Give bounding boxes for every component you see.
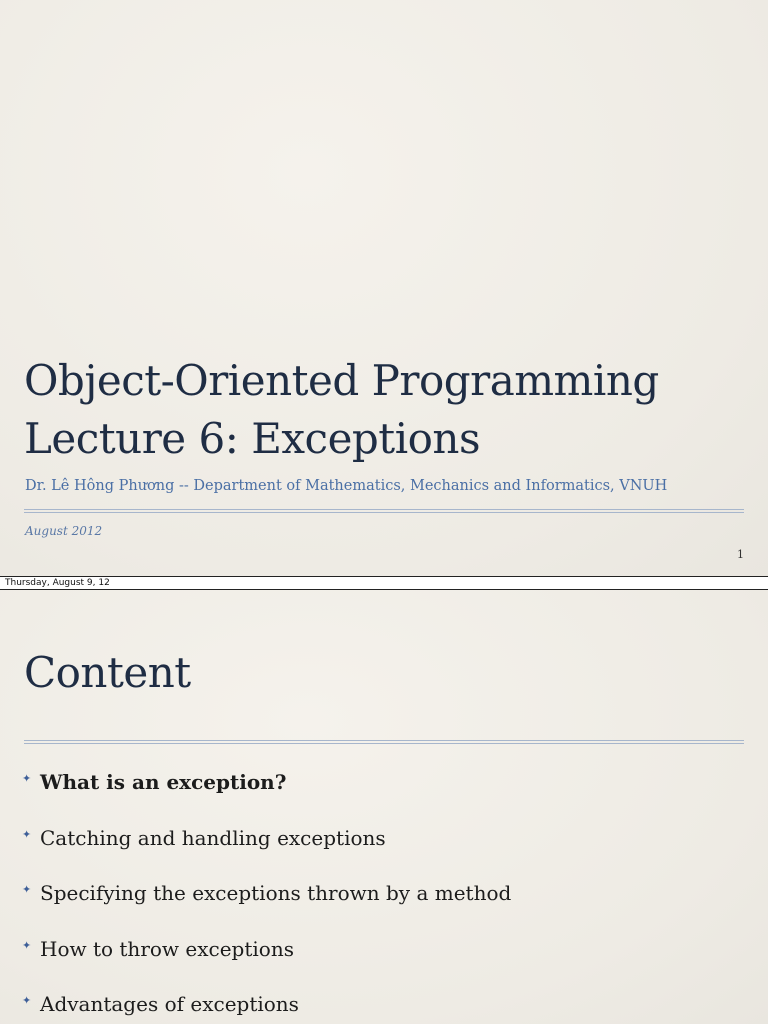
star-bullet-icon: ✦ — [22, 994, 32, 1007]
slide-title: Content — [24, 648, 191, 697]
page-footer — [0, 576, 768, 590]
footer-date: Thursday, August 9, 12 — [5, 578, 110, 588]
bullet-label: What is an exception? — [40, 770, 287, 794]
divider-rule — [24, 509, 744, 513]
bullet-label: Catching and handling exceptions — [40, 825, 386, 850]
slide-2 — [0, 590, 768, 1024]
star-bullet-icon: ✦ — [22, 772, 32, 785]
star-bullet-icon: ✦ — [22, 827, 32, 841]
bullet-label: Advantages of exceptions — [40, 992, 299, 1016]
slide-title — [24, 352, 659, 468]
bullet-label: Specifying the exceptions thrown by a method — [40, 881, 512, 905]
bullet-label: How to throw exceptions — [40, 936, 294, 961]
page-number: 1 — [737, 548, 744, 561]
slide-date: August 2012 — [25, 524, 103, 538]
star-bullet-icon: ✦ — [22, 938, 32, 952]
star-bullet-icon: ✦ — [22, 883, 32, 896]
divider-rule — [24, 740, 744, 744]
title-line-1: Object-Oriented Programming — [24, 356, 659, 405]
title-line-2: Lecture 6: Exceptions — [24, 414, 481, 463]
slide-subtitle: Dr. Lê Hông Phương -- Department of Mathematics, Mechanics and Informatics, VNUH — [25, 478, 668, 494]
